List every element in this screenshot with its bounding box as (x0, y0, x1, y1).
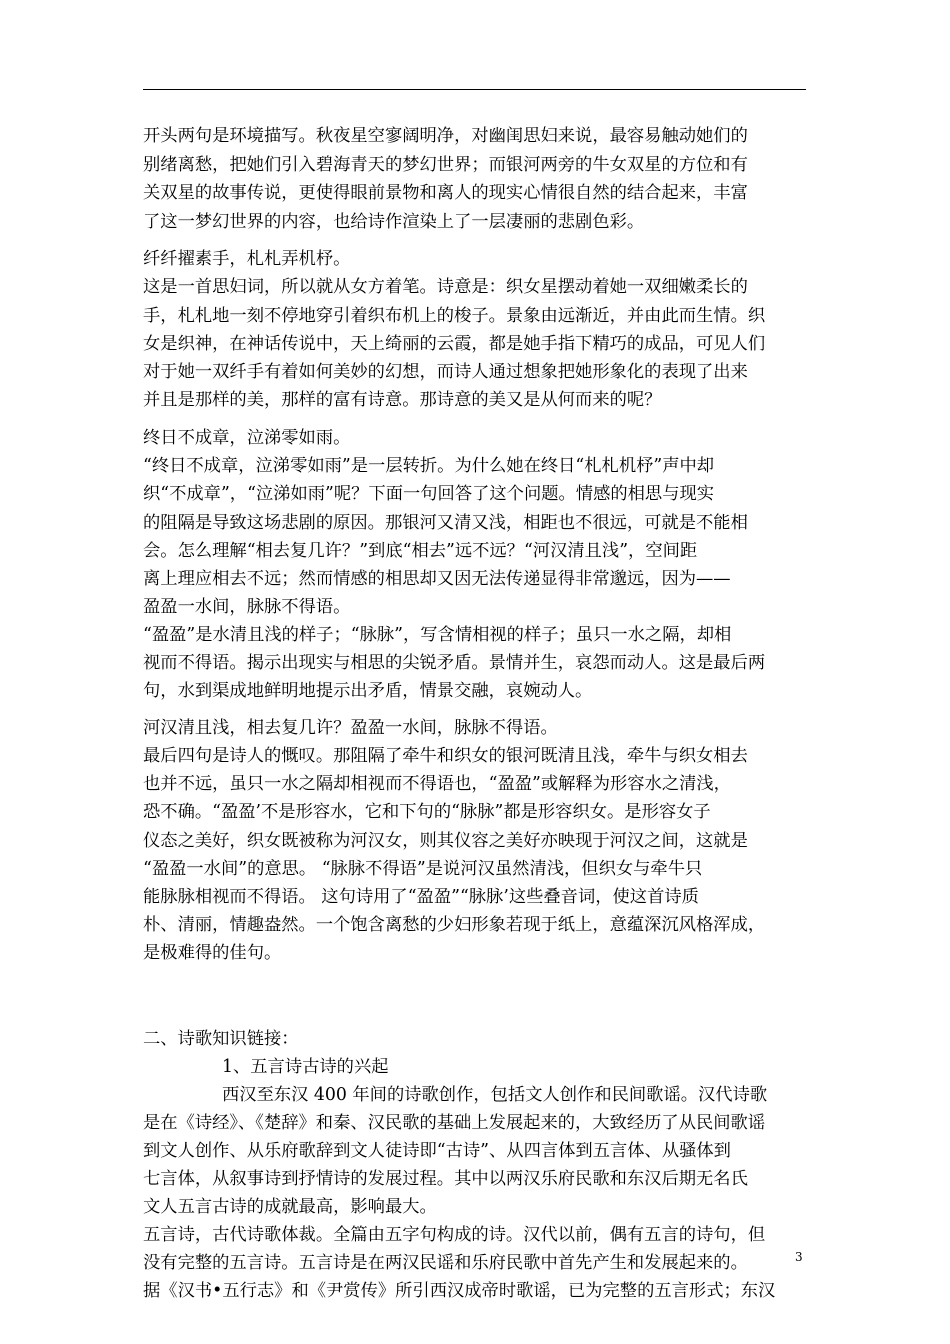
text-line: 七言体，从叙事诗到抒情诗的发展过程。其中以两汉乐府民歌和东汉后期无名氏 (143, 1169, 748, 1189)
text-line: 是极难得的佳句。 (143, 943, 282, 963)
text-line: 会。怎么理解“相去复几许？”到底“相去”远不远？“河汉清且浅”，空间距 (143, 541, 698, 561)
text-line: 也并不远，虽只一水之隔却相视而不得语也，“盈盈”或解释为形容水之清浅， (143, 774, 731, 794)
text-line: 仪态之美好，织女既被称为河汉女，则其仪容之美好亦映现于河汉之间，这就是 (143, 831, 748, 851)
text-line: 朴、清丽，情趣盎然。一个饱含离愁的少妇形象若现于纸上，意蕴深沉风格浑成， (143, 915, 766, 935)
text-line: 视而不得语。揭示出现实与相思的尖锐矛盾。景情并生，哀怨而动人。这是最后两 (143, 653, 766, 673)
text-line: 的阻隔是导致这场悲剧的原因。那银河又清又浅，相距也不很远，可就是不能相 (143, 513, 748, 533)
poem-line: 盈盈一水间，脉脉不得语。 (143, 597, 351, 617)
poem-line: 纤纤擢素手，札札弄机杼。 (143, 249, 351, 269)
text-line: 这是一首思妇词，所以就从女方着笔。诗意是：织女星摆动着她一双细嫩柔长的 (143, 277, 748, 297)
poem-line: 终日不成章，泣涕零如雨。 (143, 428, 351, 448)
section-heading: 二、诗歌知识链接： (143, 1029, 299, 1049)
text-line: “盈盈一水间”的意思。 “脉脉不得语”是说河汉虽然清浅，但织女与牵牛只 (143, 859, 703, 879)
text-line: 据《汉书•五行志》和《尹赏传》所引西汉成帝时歌谣，已为完整的五言形式；东汉 (143, 1281, 776, 1301)
poem-line: 河汉清且浅，相去复几许？盈盈一水间，脉脉不得语。 (143, 718, 558, 738)
text-line: 女是织神，在神话传说中，天上绮丽的云霞，都是她手指下精巧的成品，可见人们 (143, 334, 766, 354)
text-line: 了这一梦幻世界的内容，也给诗作渲染上了一层凄丽的悲剧色彩。 (143, 212, 645, 232)
page-number: 3 (795, 1250, 803, 1264)
text-line: 是在《诗经》、《楚辞》和秦、汉民歌的基础上发展起来的，大致经历了从民间歌谣 (143, 1113, 766, 1133)
text-line: 对于她一双纤手有着如何美妙的幻想，而诗人通过想象把她形象化的表现了出来 (143, 362, 748, 382)
text-line: 最后四句是诗人的慨叹。那阻隔了牵牛和织女的银河既清且浅，牵牛与织女相去 (143, 746, 748, 766)
text-line: “盈盈”是水清且浅的样子；“脉脉”，写含情相视的样子；虽只一水之隔，却相 (143, 625, 732, 645)
header-rule (143, 89, 806, 90)
text-line: “终日不成章，泣涕零如雨”是一层转折。为什么她在终日“札札机杼”声中却 (143, 456, 715, 476)
text-line: 西汉至东汉 400 年间的诗歌创作，包括文人创作和民间歌谣。汉代诗歌 (222, 1085, 768, 1105)
subsection-heading: 1、五言诗古诗的兴起 (222, 1057, 389, 1077)
text-line: 手，札札地一刻不停地穿引着织布机上的梭子。景象由远渐近，并由此而生情。织 (143, 306, 766, 326)
text-line: 文人五言古诗的成就最高，影响最大。 (143, 1197, 437, 1217)
text-line: 织“不成章”，“泣涕如雨”呢？下面一句回答了这个问题。情感的相思与现实 (143, 484, 715, 504)
text-line: 到文人创作、从乐府歌辞到文人徒诗即“古诗”、从四言体到五言体、从骚体到 (143, 1141, 731, 1161)
text-line: 离上理应相去不远；然而情感的相思却又因无法传递显得非常邈远，因为—— (143, 569, 731, 589)
text-line: 句，水到渠成地鲜明地提示出矛盾，情景交融，哀婉动人。 (143, 681, 593, 701)
text-line: 没有完整的五言诗。五言诗是在两汉民谣和乐府民歌中首先产生和发展起来的。 (143, 1253, 748, 1273)
text-line: 关双星的故事传说，更使得眼前景物和离人的现实心情很自然的结合起来，丰富 (143, 183, 748, 203)
text-line: 并且是那样的美，那样的富有诗意。那诗意的美又是从何而来的呢？ (143, 390, 662, 410)
text-line: 开头两句是环境描写。秋夜星空寥阔明净，对幽闺思妇来说，最容易触动她们的 (143, 126, 748, 146)
text-line: 恐不确。“盈盈’不是形容水，它和下句的“脉脉”都是形容织女。是形容女子 (143, 802, 711, 822)
text-line: 别绪离愁，把她们引入碧海青天的梦幻世界；而银河两旁的牛女双星的方位和有 (143, 155, 748, 175)
text-line: 能脉脉相视而不得语。 这句诗用了“盈盈”“脉脉’这些叠音词，使这首诗质 (143, 887, 699, 907)
text-line: 五言诗，古代诗歌体裁。全篇由五字句构成的诗。汉代以前，偶有五言的诗句，但 (143, 1225, 766, 1245)
